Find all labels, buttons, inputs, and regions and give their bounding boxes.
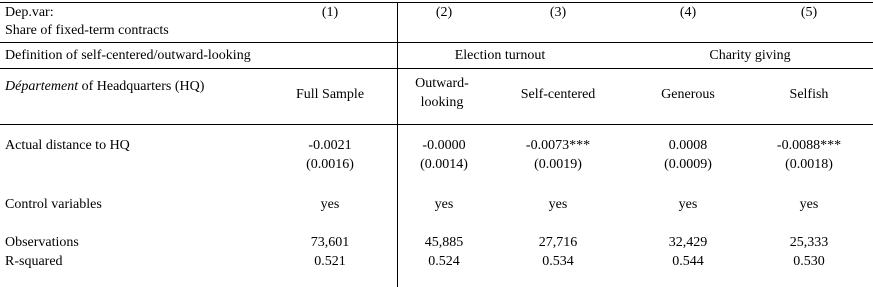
col-number-5: (5) [800, 5, 818, 20]
se-col2: (0.0014) [420, 157, 468, 172]
coef-col3: -0.0073*** [525, 138, 591, 153]
group-charity-giving: Charity giving [709, 48, 791, 63]
coef-col1: -0.0021 [308, 138, 352, 153]
r2-col1: 0.521 [314, 254, 346, 269]
col-number-4: (4) [679, 5, 697, 20]
se-col3: (0.0019) [534, 157, 582, 172]
controls-col3: yes [548, 197, 568, 212]
controls-col5: yes [799, 197, 819, 212]
depvar-label: Dep.var: [5, 5, 54, 20]
r2-col5: 0.530 [793, 254, 825, 269]
departement-label [5, 79, 204, 95]
subheader-outward-line1: Outward- [415, 76, 469, 91]
se-col4: (0.0009) [664, 157, 712, 172]
coef-col4: 0.0008 [668, 138, 708, 153]
se-col5: (0.0018) [785, 157, 833, 172]
coef-col5: -0.0088*** [776, 138, 842, 153]
obs-col2: 45,885 [424, 235, 464, 250]
obs-col3: 27,716 [538, 235, 578, 250]
obs-col5: 25,333 [789, 235, 829, 250]
departement-italic: Département [5, 79, 79, 94]
row-label-rsquared: R-squared [5, 254, 63, 269]
col-number-3: (3) [549, 5, 567, 20]
subheader-generous: Generous [661, 87, 715, 102]
row-label-observations: Observations [5, 235, 79, 250]
departement-rest: of Headquarters (HQ) [78, 79, 205, 94]
group-election-turnout: Election turnout [454, 48, 546, 63]
rule-after-depvar [0, 42, 873, 43]
subheader-full-sample: Full Sample [295, 87, 365, 102]
rule-after-subheaders [0, 124, 873, 125]
r2-col3: 0.534 [542, 254, 574, 269]
obs-col4: 32,429 [668, 235, 708, 250]
controls-col2: yes [434, 197, 454, 212]
controls-col4: yes [678, 197, 698, 212]
row-label-distance: Actual distance to HQ [5, 138, 130, 153]
subheader-self-centered: Self-centered [520, 87, 596, 102]
subheader-outward-line2: looking [420, 95, 464, 110]
top-rule [0, 2, 873, 3]
col-number-1: (1) [321, 5, 339, 20]
r2-col4: 0.544 [672, 254, 704, 269]
row-label-controls: Control variables [5, 197, 102, 212]
se-col1: (0.0016) [306, 157, 354, 172]
rule-election-underline [398, 68, 591, 69]
depvar-name: Share of fixed-term contracts [5, 23, 169, 38]
controls-col1: yes [320, 197, 340, 212]
coef-col2: -0.0000 [422, 138, 466, 153]
definition-label: Definition of self-centered/outward-looking [5, 48, 251, 63]
obs-col1: 73,601 [310, 235, 350, 250]
col-number-2: (2) [435, 5, 453, 20]
subheader-selfish: Selfish [789, 87, 829, 102]
r2-col2: 0.524 [428, 254, 460, 269]
